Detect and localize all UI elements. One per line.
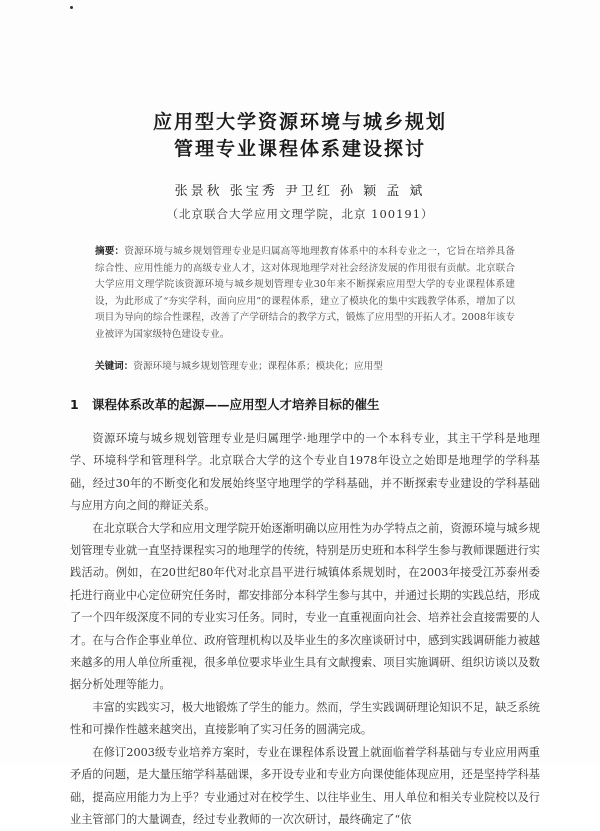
paragraph: 丰富的实践实习，极大地锻炼了学生的能力。然而，学生实践调研理论知识不足，缺乏系统性和可操作性越来越突出，直接影响了实习任务的圆满完成。: [70, 700, 540, 737]
affiliation: （北京联合大学应用文理学院，北京 100191）: [166, 207, 434, 221]
paragraph: 在修订2003级专业培养方案时，专业在课程体系设置上就面临着学科基础与专业应用两重矛盾的问题，是大量压缩学科基础课，多开设专业和专业方向课使能体现应用，还是坚持学科基础，提高应用能力为上乎？专业通过对在校学生、以往毕业生、用人单位和相关专业院校以及行业主管部门的大量调查，经过专业教师的一次次研讨，最终确定了“依: [70, 745, 540, 826]
body-text: [70, 428, 540, 831]
section-number: 1: [70, 397, 79, 412]
scan-dot: [70, 6, 73, 9]
keywords-text: 资源环境与城乡规划管理专业；课程体系；模块化；应用型: [133, 361, 383, 372]
keywords-label: 关键词：: [95, 361, 134, 372]
paragraph: 在北京联合大学和应用文理学院开始逐渐明确以应用性为办学特点之前，资源环境与城乡规划管理专业就一直坚持课程实习的地理学的传统，特别是历史班和本科学生参与教师课题进行实践活动。例如，在20世纪80年代对北京昌平进行城镇体系规划时，在2003年接受江苏泰州委托进行商业中心定位研究任务时，都安排部分本科学生参与其中，并通过长期的实践总结，形成了一个四年级深度不同的专业实习任务。同时，专业一直重视面向社会、培养社会直接需要的人才。在与合作企事业单位、政府管理机构以及毕业生的多次座谈研讨中，感到实践调研能力被越来越多的用人单位所重视，很多单位要求毕业生具有文献搜索、项目实施调研、组织访谈以及数据分析处理等能力。: [70, 521, 540, 692]
abstract: [95, 244, 515, 344]
keywords: [95, 359, 515, 375]
paragraph: 资源环境与城乡规划管理专业是归属理学·地理学中的一个本科专业，其主干学科是地理学、环境科学和管理科学。北京联合大学的这个专业自1978年设立之始即是地理学的学科基础，经过30年的不断变化和发展始终坚守地理学的学科基础，并不断探索专业建设的学科基础与应用方向之间的辩证关系。: [70, 432, 540, 513]
section-heading: [70, 395, 530, 413]
author-list: 张景秋 张宝秀 尹卫红 孙 颖 孟 斌: [174, 184, 426, 199]
paper-title-line-1: 应用型大学资源环境与城乡规划: [152, 111, 447, 133]
section-title: 课程体系改革的起源——应用型人才培养目标的催生: [92, 397, 380, 412]
abstract-label: 摘要：: [95, 246, 125, 257]
abstract-text: 资源环境与城乡规划管理专业是归属高等地理教育体系中的本科专业之一，它旨在培养具备综合性、应用性能力的高级专业人才，这对体现地理学对社会经济发展的作用很有贡献。北京联合大学应用文理学院该资源环境与城乡规划管理专业30年来不断探索应用型大学的专业课程体系建设，为此形成了“夯实学科，面向应用”的课程体系，建立了模块化的集中实践教学体系，增加了以项目为导向的综合性课程，改善了产学研结合的教学方式，锻炼了应用型的开拓人才。2008年该专业被评为国家级特色建设专业。: [95, 246, 516, 340]
paper-title-line-2: 管理专业课程体系建设探讨: [173, 138, 426, 160]
